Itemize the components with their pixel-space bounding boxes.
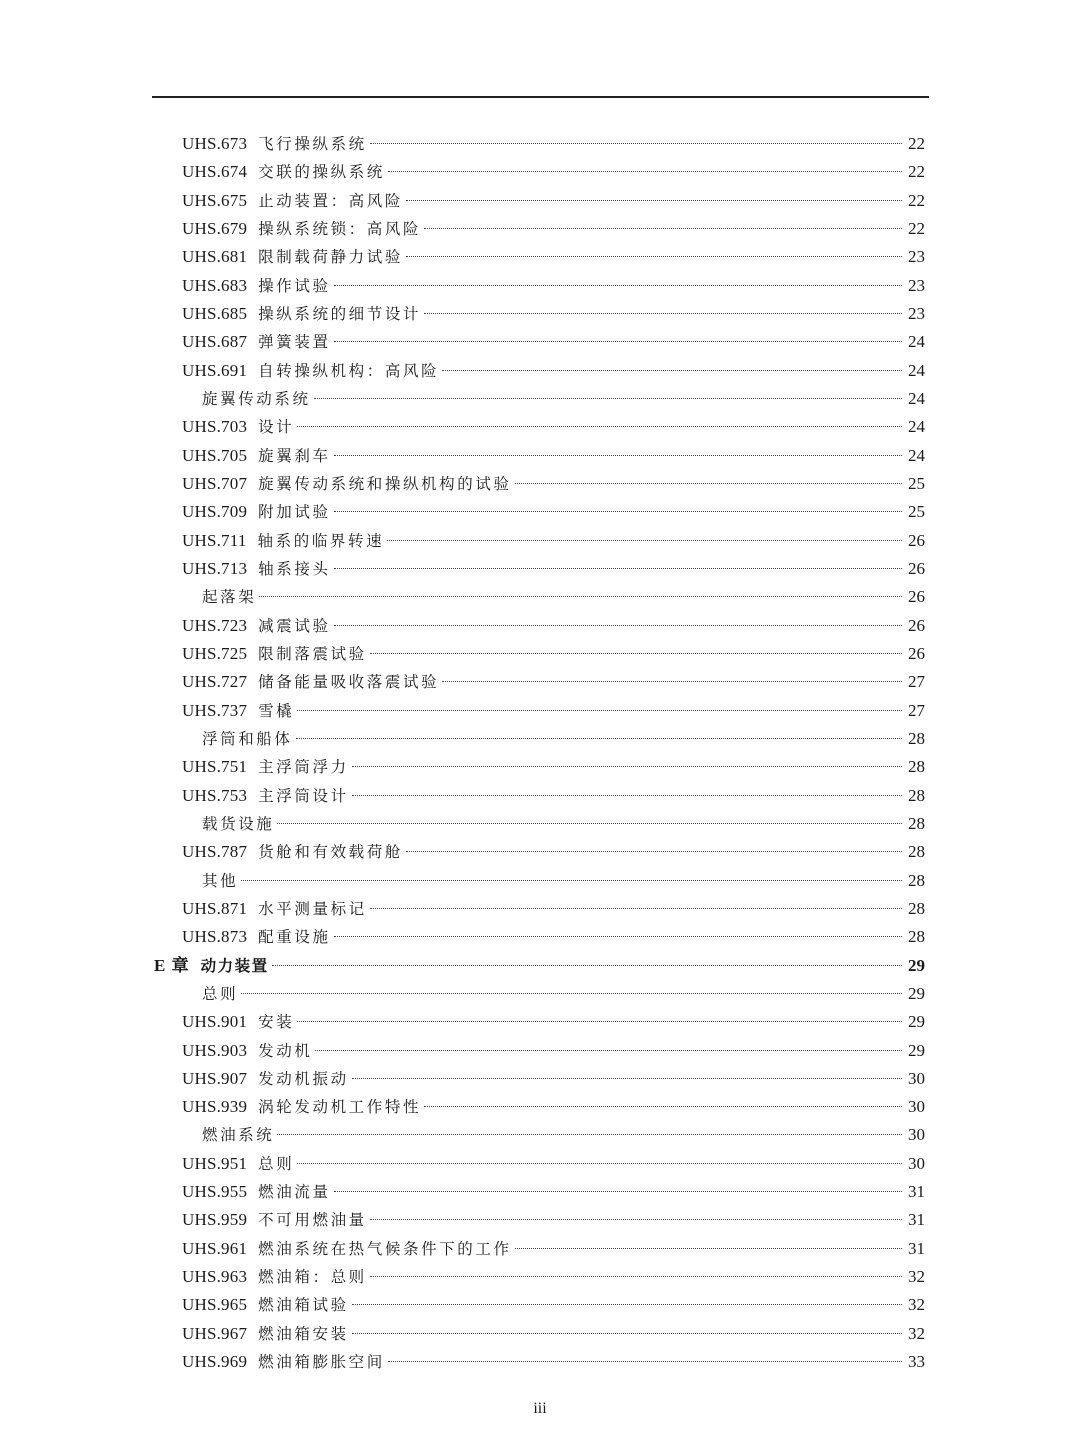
toc-entry-row[interactable]: [150, 243, 925, 271]
toc-page-number: 29: [908, 1040, 925, 1060]
toc-dot-leader: [297, 1021, 902, 1022]
toc-page-number: 28: [908, 813, 925, 833]
toc-entry-code: UHS.873: [182, 927, 248, 947]
toc-entry-row[interactable]: [150, 1150, 925, 1178]
toc-dot-leader: [334, 285, 902, 286]
toc-dot-leader: [352, 766, 902, 767]
toc-page-number: 24: [908, 445, 925, 465]
toc-page-number: 23: [908, 303, 925, 323]
toc-title: 旋翼传动系统: [202, 389, 311, 408]
toc-dot-leader: [352, 1078, 902, 1079]
toc-dot-leader: [334, 455, 902, 456]
toc-section-row[interactable]: [150, 385, 925, 413]
toc-dot-leader: [352, 1333, 902, 1334]
toc-page-number: 26: [908, 530, 925, 550]
toc-dot-leader: [352, 1304, 902, 1305]
toc-dot-leader: [277, 823, 902, 824]
toc-title: 储备能量吸收落震试验: [258, 673, 440, 692]
toc-entry-row[interactable]: [150, 357, 925, 385]
toc-dot-leader: [334, 1191, 902, 1192]
toc-title: 动力装置: [200, 956, 269, 975]
toc-title: 安装: [258, 1013, 295, 1032]
toc-page-number: 28: [908, 870, 925, 890]
toc-entry-row[interactable]: [150, 1206, 925, 1234]
toc-entry-code: UHS.679: [182, 218, 248, 238]
toc-title: 配重设施: [258, 928, 331, 947]
toc-dot-leader: [424, 1106, 902, 1107]
toc-entry-row[interactable]: [150, 442, 925, 470]
toc-title: 交联的操纵系统: [258, 163, 385, 182]
toc-entry-row[interactable]: [150, 1320, 925, 1348]
toc-page-number: 22: [908, 134, 925, 153]
toc-page-number: 26: [908, 615, 925, 635]
toc-title: 止动装置：高风险: [258, 191, 403, 210]
toc-dot-leader: [370, 653, 902, 654]
toc-page-number: 28: [908, 898, 925, 918]
toc-entry-row[interactable]: [150, 782, 925, 810]
toc-title: 涡轮发动机工作特性: [258, 1098, 422, 1117]
toc-title: 货舱和有效载荷舱: [258, 843, 403, 862]
toc-title: 旋翼传动系统和操纵机构的试验: [258, 474, 512, 493]
toc-page-number: 27: [908, 672, 925, 692]
toc-title: 设计: [258, 418, 295, 437]
toc-dot-leader: [314, 398, 902, 399]
toc-entry-code: UHS.969: [182, 1352, 248, 1372]
toc-page-number: 23: [908, 275, 925, 295]
toc-title: 燃油箱：总则: [258, 1268, 367, 1287]
toc-entry-row[interactable]: [150, 470, 925, 498]
toc-entry-row[interactable]: [150, 527, 925, 555]
toc-title: 操作试验: [258, 276, 331, 295]
toc-entry-code: UHS.939: [182, 1097, 248, 1117]
toc-dot-leader: [515, 483, 902, 484]
toc-dot-leader: [334, 511, 902, 512]
toc-title: 发动机: [258, 1041, 313, 1060]
table-of-contents: [150, 130, 925, 1376]
toc-entry-code: UHS.725: [182, 643, 248, 663]
toc-entry-code: UHS.967: [182, 1323, 248, 1343]
toc-dot-leader: [334, 625, 902, 626]
toc-entry-code: UHS.955: [182, 1182, 248, 1202]
toc-title: 燃油系统在热气候条件下的工作: [258, 1239, 512, 1258]
toc-entry-row[interactable]: [150, 1093, 925, 1121]
toc-entry-row[interactable]: [150, 1008, 925, 1036]
toc-dot-leader: [297, 710, 902, 711]
toc-entry-code: UHS.687: [182, 332, 248, 352]
toc-dot-leader: [406, 256, 902, 257]
toc-entry-code: UHS.907: [182, 1068, 248, 1088]
toc-page-number: 28: [908, 842, 925, 862]
toc-dot-leader: [515, 1248, 902, 1249]
toc-page-number: 28: [908, 757, 925, 777]
toc-page-number: 33: [908, 1352, 925, 1372]
toc-page-number: 28: [908, 785, 925, 805]
toc-title: 减震试验: [258, 616, 331, 635]
toc-entry-code: UHS.673: [182, 134, 248, 153]
toc-title: 旋翼刹车: [258, 446, 331, 465]
toc-title: 操纵系统锁：高风险: [258, 219, 422, 238]
toc-dot-leader: [388, 171, 902, 172]
toc-entry-code: UHS.965: [182, 1295, 248, 1315]
toc-page-number: 25: [908, 473, 925, 493]
toc-dot-leader: [370, 1219, 902, 1220]
toc-entry-row[interactable]: [150, 753, 925, 781]
toc-page-number: 24: [908, 417, 925, 437]
toc-chapter-number: E 章: [154, 955, 190, 975]
toc-title: 总则: [258, 1154, 295, 1173]
toc-title: 轴系接头: [258, 559, 331, 578]
toc-dot-leader: [259, 596, 902, 597]
toc-entry-code: UHS.683: [182, 275, 248, 295]
toc-dot-leader: [442, 681, 902, 682]
toc-title: 主浮筒设计: [258, 786, 349, 805]
toc-dot-leader: [424, 228, 902, 229]
toc-entry-code: UHS.691: [182, 360, 248, 380]
toc-entry-row[interactable]: [150, 328, 925, 356]
toc-entry-row[interactable]: [150, 130, 925, 158]
toc-dot-leader: [442, 370, 902, 371]
toc-page-number: 24: [908, 332, 925, 352]
toc-dot-leader: [387, 540, 902, 541]
toc-entry-code: UHS.959: [182, 1210, 248, 1230]
toc-dot-leader: [334, 568, 902, 569]
toc-page-number: 22: [908, 162, 925, 182]
toc-dot-leader: [241, 880, 902, 881]
toc-entry-code: UHS.963: [182, 1267, 248, 1287]
toc-page-number: 28: [908, 927, 925, 947]
toc-dot-leader: [241, 993, 902, 994]
toc-section-row[interactable]: [150, 1121, 925, 1149]
toc-page-number: 24: [908, 360, 925, 380]
toc-title: 主浮筒浮力: [258, 758, 349, 777]
toc-section-row[interactable]: [150, 583, 925, 611]
toc-page-number: 30: [908, 1125, 925, 1145]
toc-entry-row[interactable]: [150, 215, 925, 243]
toc-entry-code: UHS.871: [182, 898, 248, 918]
toc-entry-row[interactable]: [150, 300, 925, 328]
toc-entry-row[interactable]: [150, 187, 925, 215]
toc-dot-leader: [352, 795, 902, 796]
toc-entry-row[interactable]: [150, 668, 925, 696]
toc-title: 飞行操纵系统: [258, 135, 367, 153]
toc-entry-code: UHS.707: [182, 473, 248, 493]
toc-section-row[interactable]: [150, 810, 925, 838]
toc-entry-row[interactable]: [150, 158, 925, 186]
toc-page-number: 29: [908, 955, 925, 975]
toc-entry-row[interactable]: [150, 413, 925, 441]
toc-dot-leader: [297, 1163, 902, 1164]
toc-page-number: 26: [908, 558, 925, 578]
toc-page-number: 27: [908, 700, 925, 720]
toc-entry-code: UHS.703: [182, 417, 248, 437]
toc-section-row[interactable]: [150, 980, 925, 1008]
toc-title: 发动机振动: [258, 1069, 349, 1088]
toc-dot-leader: [334, 936, 902, 937]
toc-page-number: 32: [908, 1267, 925, 1287]
toc-dot-leader: [424, 313, 902, 314]
toc-entry-code: UHS.961: [182, 1238, 248, 1258]
toc-entry-code: UHS.727: [182, 672, 248, 692]
toc-entry-row[interactable]: [150, 498, 925, 526]
toc-page-number: 29: [908, 1012, 925, 1032]
toc-title: 燃油流量: [258, 1183, 331, 1202]
toc-page-number: 32: [908, 1323, 925, 1343]
toc-chapter-row[interactable]: [150, 952, 925, 980]
toc-dot-leader: [334, 341, 902, 342]
toc-entry-row[interactable]: [150, 1037, 925, 1065]
toc-page-number: 22: [908, 218, 925, 238]
toc-title: 轴系的临界转速: [257, 531, 385, 550]
toc-title: 限制落震试验: [258, 644, 367, 663]
toc-dot-leader: [296, 738, 902, 739]
toc-entry-code: UHS.685: [182, 303, 248, 323]
toc-entry-row[interactable]: [150, 1235, 925, 1263]
toc-entry-code: UHS.681: [182, 247, 248, 267]
page-number: iii: [533, 1400, 547, 1417]
toc-page-number: 23: [908, 247, 925, 267]
toc-dot-leader: [388, 1361, 902, 1362]
toc-page-number: 28: [908, 728, 925, 748]
toc-title: 其他: [202, 871, 239, 890]
toc-page-number: 26: [908, 587, 925, 607]
toc-title: 弹簧装置: [258, 333, 331, 352]
toc-page-number: 26: [908, 643, 925, 663]
toc-entry-row[interactable]: [150, 1065, 925, 1093]
toc-entry-code: UHS.709: [182, 502, 248, 522]
toc-entry-code: UHS.737: [182, 700, 248, 720]
toc-title: 浮筒和船体: [202, 729, 293, 748]
toc-entry-row[interactable]: [150, 697, 925, 725]
toc-title: 燃油箱膨胀空间: [258, 1353, 385, 1372]
toc-entry-code: UHS.723: [182, 615, 248, 635]
toc-page-number: 30: [908, 1097, 925, 1117]
toc-title: 附加试验: [258, 503, 331, 522]
toc-entry-row[interactable]: [150, 1178, 925, 1206]
toc-title: 自转操纵机构：高风险: [258, 361, 440, 380]
toc-entry-code: UHS.713: [182, 558, 248, 578]
toc-section-row[interactable]: [150, 867, 925, 895]
toc-entry-code: UHS.674: [182, 162, 248, 182]
toc-page-number: 30: [908, 1068, 925, 1088]
toc-section-row[interactable]: [150, 725, 925, 753]
toc-entry-row[interactable]: [150, 923, 925, 951]
toc-dot-leader: [406, 851, 902, 852]
toc-title: 燃油系统: [202, 1126, 275, 1145]
toc-entry-code: UHS.787: [182, 842, 248, 862]
toc-title: 限制载荷静力试验: [258, 248, 403, 267]
toc-page-number: 22: [908, 190, 925, 210]
toc-dot-leader: [370, 143, 902, 144]
toc-entry-code: UHS.901: [182, 1012, 248, 1032]
toc-entry-code: UHS.903: [182, 1040, 248, 1060]
toc-title: 燃油箱试验: [258, 1296, 349, 1315]
toc-title: 雪橇: [258, 701, 295, 720]
toc-entry-row[interactable]: [150, 640, 925, 668]
toc-page-number: 31: [908, 1210, 925, 1230]
toc-entry-row[interactable]: [150, 838, 925, 866]
toc-entry-code: UHS.753: [182, 785, 248, 805]
toc-entry-code: UHS.705: [182, 445, 248, 465]
toc-entry-code: UHS.951: [182, 1153, 248, 1173]
toc-entry-code: UHS.711: [182, 530, 247, 550]
toc-entry-row[interactable]: [150, 612, 925, 640]
toc-title: 燃油箱安装: [258, 1324, 349, 1343]
toc-title: 不可用燃油量: [258, 1211, 367, 1230]
toc-page-number: 25: [908, 502, 925, 522]
toc-entry-row[interactable]: [150, 555, 925, 583]
header-rule: [152, 96, 929, 98]
toc-entry-row[interactable]: [150, 272, 925, 300]
toc-entry-row[interactable]: [150, 1263, 925, 1291]
toc-page-number: 31: [908, 1238, 925, 1258]
toc-entry-row[interactable]: [150, 1348, 925, 1376]
toc-dot-leader: [297, 426, 902, 427]
toc-page-number: 32: [908, 1295, 925, 1315]
toc-dot-leader: [370, 908, 902, 909]
toc-page-number: 29: [908, 983, 925, 1003]
toc-entry-row[interactable]: [150, 895, 925, 923]
toc-entry-row[interactable]: [150, 1291, 925, 1319]
toc-page-number: 30: [908, 1153, 925, 1173]
toc-page-number: 31: [908, 1182, 925, 1202]
toc-title: 水平测量标记: [258, 899, 367, 918]
toc-title: 操纵系统的细节设计: [258, 304, 422, 323]
toc-page-number: 24: [908, 388, 925, 408]
toc-entry-code: UHS.751: [182, 757, 248, 777]
toc-entry-code: UHS.675: [182, 190, 248, 210]
toc-title: 总则: [202, 984, 239, 1003]
toc-dot-leader: [272, 965, 902, 966]
toc-dot-leader: [406, 200, 902, 201]
toc-dot-leader: [315, 1050, 902, 1051]
toc-dot-leader: [370, 1276, 902, 1277]
toc-dot-leader: [277, 1134, 902, 1135]
toc-title: 载货设施: [202, 814, 275, 833]
toc-title: 起落架: [202, 588, 257, 607]
